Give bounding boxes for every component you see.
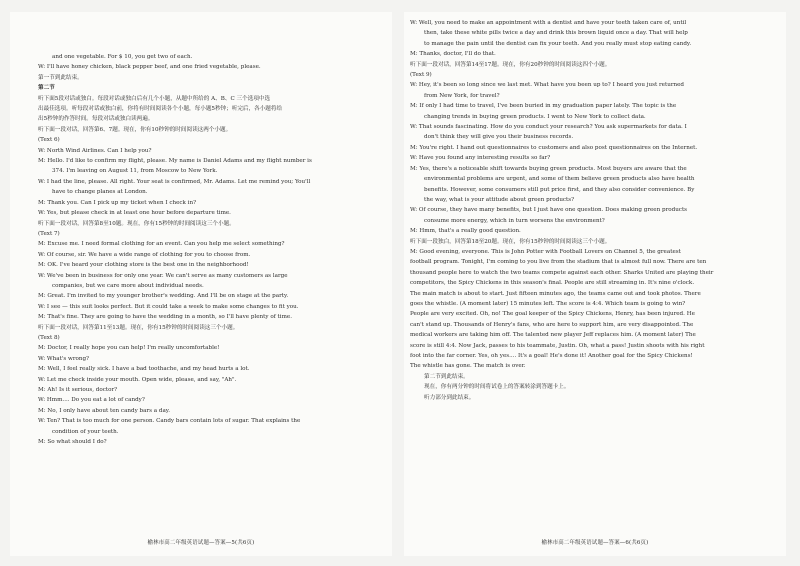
text-line: W: Well, you need to make an appointment with a dentist and have your teeth taken care of, until <box>410 20 687 26</box>
text-line: and one vegetable. For $ 10, you get two of each. <box>52 54 193 60</box>
text-line: from New York, for travel? <box>424 92 500 99</box>
text-line: M: Yes, there's a noticeable shift towards buying green products. Most buyers are aware that the <box>410 165 687 172</box>
text-line: 听下面一段对话，回答第6、7题。现在，你有10秒钟的时间阅读这两个小题。 <box>38 126 232 133</box>
text-line: 听下面5段对话或独白。每段对话或独白后有几个小题，从题中所给的 A、B、C 三个选项中选 <box>38 95 271 102</box>
text-line: benefits. However, some consumers still put price first, and they also consider convenience. By <box>424 186 695 193</box>
text-line: environmental problems are urgent, and some of them believe green products also have health <box>424 176 695 183</box>
text-line: 听下面一段对话，回答第11至13题。现在，你有15秒钟的时间阅读这三个小题。 <box>38 324 239 331</box>
text-line: W: Of course, they have many benefits, but I just have one question. Does making green products <box>410 207 688 214</box>
text-line: W: Ten? That is too much for one person. Candy bars contain lots of sugar. That explains the <box>38 418 301 425</box>
text-line: (Text 6) <box>38 137 60 144</box>
text-line: W: I'll have honey chicken, black pepper beef, and one fried vegetable, please. <box>38 64 261 71</box>
text-line: 听力部分到此结束。 <box>424 394 475 401</box>
text-line: changing trends in buying green products. I went to New York to collect data. <box>424 113 646 120</box>
text-line: M: Well, I feel really sick. I have a bad toothache, and my head hurts a lot. <box>38 366 250 373</box>
text-line: foot into the far corner. Yes, oh yes.... It's a goal! He's done it! Another goal for the Spicy Chickens! <box>410 353 693 359</box>
text-line: W: Of course, sir. We have a wide range of clothing for you to choose from. <box>38 251 251 258</box>
text-line: M: Good evening, everyone. This is John Potter with Football Lovers on Channel 5, the greatest <box>410 248 681 255</box>
text-line: W: Have you found any interesting results so far? <box>410 155 551 162</box>
text-line: W: I see — this suit looks perfect. But it could take a week to make some changes to fit you. <box>38 303 299 310</box>
text-line: the way, what is your attitude about green products? <box>424 196 575 203</box>
text-line: 出最佳选项。听每段对话或独白前，你将有时间阅读各个小题，每小题5秒钟；听完后，各小题将给 <box>38 106 283 113</box>
right-page-footer: 榆林市高二年级英语试题—答案—6(共6页) <box>541 540 649 546</box>
text-line: can't stand up. Thousands of Henry's fans, who are here to support him, are very disappointed. The <box>410 321 694 328</box>
text-line: to manage the pain until the dentist can fix your teeth. And you really must stop eating candy. <box>424 40 692 47</box>
text-line: M: OK. I've heard your clothing store is the best one in the neighborhood! <box>38 262 249 269</box>
text-line: People are very excited. Oh, no! The goal keeper of the Spicy Chickens, Henry, has been injured. He <box>410 311 695 318</box>
text-line: football program. Tonight, I'm coming to you live from the stadium that is almost full now. There are ten <box>410 259 707 266</box>
text-line: M: Hello. I'd like to confirm my flight, please. My name is Daniel Adams and my flight number is <box>38 158 312 165</box>
text-line: have to change planes at London. <box>52 189 148 196</box>
left-page-content <box>38 52 378 447</box>
text-line: M: Thanks, doctor, I'll do that. <box>410 51 496 58</box>
right-page <box>404 12 786 556</box>
text-line: W: Let me check inside your mouth. Open wide, please, and say, "Ah". <box>38 376 237 383</box>
text-line: W: North Wind Airlines. Can I help you? <box>38 147 152 154</box>
text-line: consume more energy, which in turn worsens the environment? <box>424 217 605 224</box>
text-line: 第二节到此结束。 <box>424 373 469 380</box>
text-line: 现在，你有两分钟的时间将试卷上的答案转涂到答题卡上。 <box>424 384 570 391</box>
text-line: score is still 4:4. Now Jack, passes to his teammate, Justin. Oh, what a pass! Justin shoots with his right <box>410 342 705 349</box>
text-line: 听下面一段对话，回答第14至17题。现在，你有20秒钟的时间阅读这四个小题。 <box>410 61 611 68</box>
text-line: (Text 7) <box>38 230 60 237</box>
text-line: W: I had the line, please. All right. Your seat is confirmed, Mr. Adams. Let me remind you; You'll <box>38 178 311 185</box>
text-line: W: What's wrong? <box>38 355 90 362</box>
text-line: 出5秒钟的作答时间。每段对话或独白读两遍。 <box>38 116 154 123</box>
text-line: companies, but we care more about individual needs. <box>52 282 204 289</box>
text-line: 374. I'm leaving on August 11, from Moscow to New York. <box>52 168 218 175</box>
text-line: W: Yes, but please check in at least one hour before departure time. <box>38 210 231 217</box>
text-line: M: That's fine. They are going to have the wedding in a month, so I'll have plenty of time. <box>38 314 292 321</box>
text-line: M: Excuse me. I need formal clothing for an event. Can you help me select something? <box>38 241 285 248</box>
text-line: M: Hmm, that's a really good question. <box>410 228 521 235</box>
text-line: M: Doctor, I really hope you can help! I'm really uncomfortable! <box>38 345 220 352</box>
text-line: goes the whistle. (A moment later) 15 minutes left. The score is 4:4. Which team is going to win? <box>410 300 686 307</box>
text-line: 第二节 <box>38 85 55 92</box>
text-line: medical workers are taking him off. The talented new player Jeff replaces him. (A moment later) The <box>410 332 696 339</box>
text-line: (Text 8) <box>38 334 60 341</box>
left-page <box>10 12 392 556</box>
text-line: M: Great. I'm invited to my younger brother's wedding. And I'll be on stage at the party. <box>38 293 289 300</box>
text-line: The whistle has gone. The match is over. <box>410 363 526 370</box>
text-line: W: That sounds fascinating. How do you conduct your research? You ask supermarkets for data. I <box>410 124 687 131</box>
text-line: then, take these white pills twice a day and drink this brown liquid once a day. That will help <box>424 30 688 37</box>
text-line: don't think they will give you their business records. <box>424 134 574 141</box>
text-line: 听下面一段独白，回答第18至20题。现在，你有15秒钟的时间阅读这三个小题。 <box>410 238 611 245</box>
text-line: W: Hey, it's been so long since we last met. What have you been up to? I heard you just returned <box>410 82 684 89</box>
text-line: thousand people here to watch the two teams compete against each other. Sharks United are playing their <box>410 269 714 276</box>
text-line: M: So what should I do? <box>38 439 107 446</box>
text-line: M: No, I only have about ten candy bars a day. <box>38 407 170 414</box>
text-line: W: Hmm.... Do you eat a lot of candy? <box>38 397 145 404</box>
text-line: 听下面一段对话，回答第8至10题。现在，你有15秒钟的时间阅读这三个小题。 <box>38 220 235 227</box>
text-line: M: Ah! Is it serious, doctor? <box>38 387 118 393</box>
right-page-content <box>410 18 776 403</box>
text-line: condition of your teeth. <box>52 428 119 435</box>
text-line: M: If only I had time to travel, I've been buried in my graduation paper lately. The topic is the <box>410 103 677 110</box>
text-line: The main match is about to start. Just fifteen minutes ago, the teams came out and took photos. There <box>410 290 701 297</box>
text-line: competitors, the Spicy Chickens in this season's final. People are still streaming in. It's nine o'clock. <box>410 280 695 287</box>
text-line: M: Thank you. Can I pick up my ticket when I check in? <box>38 199 197 206</box>
text-line: 第一节到此结束。 <box>38 74 83 81</box>
left-page-footer: 榆林市高二年级英语试题—答案—5(共6页) <box>147 540 255 546</box>
text-line: (Text 9) <box>410 72 432 79</box>
text-line: W: We've been in business for only one year. We can't serve as many customers as large <box>38 272 288 279</box>
text-line: M: You're right. I hand out questionnaires to customers and also post questionnaires on the Internet. <box>410 144 698 151</box>
